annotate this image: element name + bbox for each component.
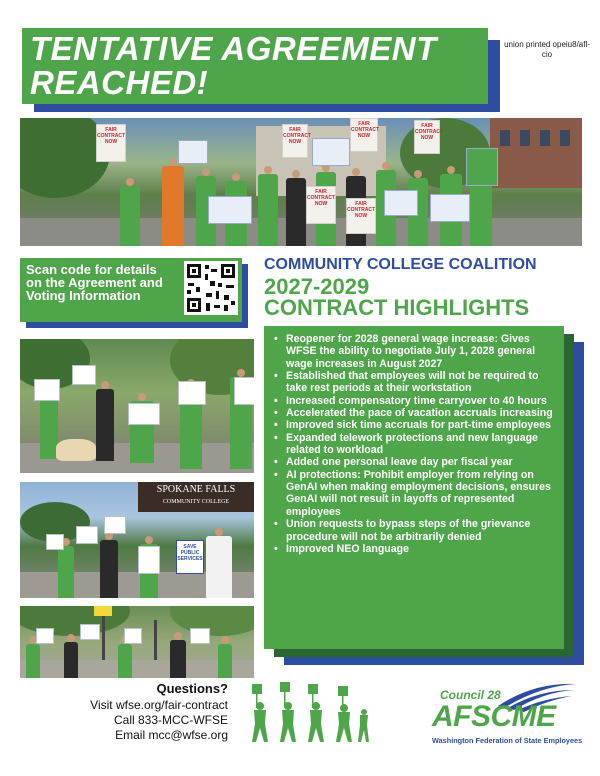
highlight-item: • Reopener for 2028 general wage increase: Gives WFSE the ability to negotiate July 1, 2028 general wage increases in August 2027 bbox=[286, 333, 556, 370]
highlight-item: • Accelerated the pace of vacation accruals increasing bbox=[286, 407, 556, 419]
header-banner bbox=[22, 28, 488, 104]
questions-call: Call 833-MCC-WFSE bbox=[113, 713, 228, 727]
fair-contract-sign: FAIR CONTRACT NOW bbox=[350, 118, 378, 152]
scan-text: Scan code for details on the Agreement and Voting Information bbox=[26, 262, 163, 303]
highlights-heading: CONTRACT HIGHLIGHTS bbox=[264, 295, 530, 320]
scan-box bbox=[20, 258, 242, 322]
highlights-list bbox=[264, 326, 564, 555]
fair-contract-sign: FAIR CONTRACT NOW bbox=[96, 124, 126, 162]
qr-code-icon[interactable] bbox=[184, 261, 238, 315]
questions-email[interactable]: Email mcc@wfse.org bbox=[115, 728, 228, 742]
highlight-item: • Expanded telework protections and new language related to workload bbox=[286, 432, 556, 457]
highlight-item: • Established that employees will not be required to take rest periods at their workstation bbox=[286, 370, 556, 395]
spokane-falls-sign: SPOKANE FALLS bbox=[156, 484, 236, 495]
save-public-services-sign: SAVE PUBLIC SERVICES bbox=[176, 540, 204, 574]
highlight-item: • AI protections: Prohibit employer from relying on GenAI when making employment decisions, ensures GenAI will not result in layoffs of represented employees bbox=[286, 469, 556, 518]
highlight-item: • Union requests to bypass steps of the grievance procedure will not be arbitrarily denied bbox=[286, 518, 556, 543]
rally-photo-street bbox=[20, 606, 254, 678]
highlights-box bbox=[264, 326, 564, 649]
questions-title: Questions? bbox=[156, 681, 228, 696]
contract-years: 2027-2029 bbox=[264, 274, 370, 299]
union-print-label: union printed opeiu8/afl-cio bbox=[504, 40, 590, 59]
rally-photo-spokane-falls bbox=[20, 482, 254, 598]
highlight-item: • Improved NEO language bbox=[286, 543, 556, 555]
highlight-item: • Added one personal leave day per fiscal year bbox=[286, 456, 556, 468]
fair-contract-sign: FAIR CONTRACT NOW bbox=[414, 120, 440, 154]
council-label: Council 28 bbox=[440, 688, 501, 702]
highlight-item: • Improved sick time accruals for part-time employees bbox=[286, 419, 556, 431]
afscme-logo-text: AFSCME bbox=[432, 700, 556, 733]
rally-photo-main bbox=[20, 118, 582, 246]
header-title-line1: TENTATIVE AGREEMENT bbox=[30, 30, 437, 67]
coalition-heading: COMMUNITY COLLEGE COALITION bbox=[264, 256, 537, 273]
header-title-line2: REACHED! bbox=[30, 64, 209, 101]
marchers-silhouette-icon bbox=[246, 682, 370, 744]
questions-visit-link[interactable]: Visit wfse.org/fair-contract bbox=[90, 698, 228, 712]
community-college-sign: COMMUNITY COLLEGE bbox=[162, 499, 230, 505]
fair-contract-sign: FAIR CONTRACT NOW bbox=[282, 124, 308, 158]
fair-contract-sign: FAIR CONTRACT NOW bbox=[306, 186, 336, 224]
wfse-label: Washington Federation of State Employees bbox=[432, 736, 583, 745]
rally-photo-wheelchair bbox=[20, 339, 254, 473]
highlight-item: • Increased compensatory time carryover to 40 hours bbox=[286, 395, 556, 407]
questions-box bbox=[62, 681, 234, 751]
fair-contract-sign: FAIR CONTRACT NOW bbox=[346, 198, 376, 234]
